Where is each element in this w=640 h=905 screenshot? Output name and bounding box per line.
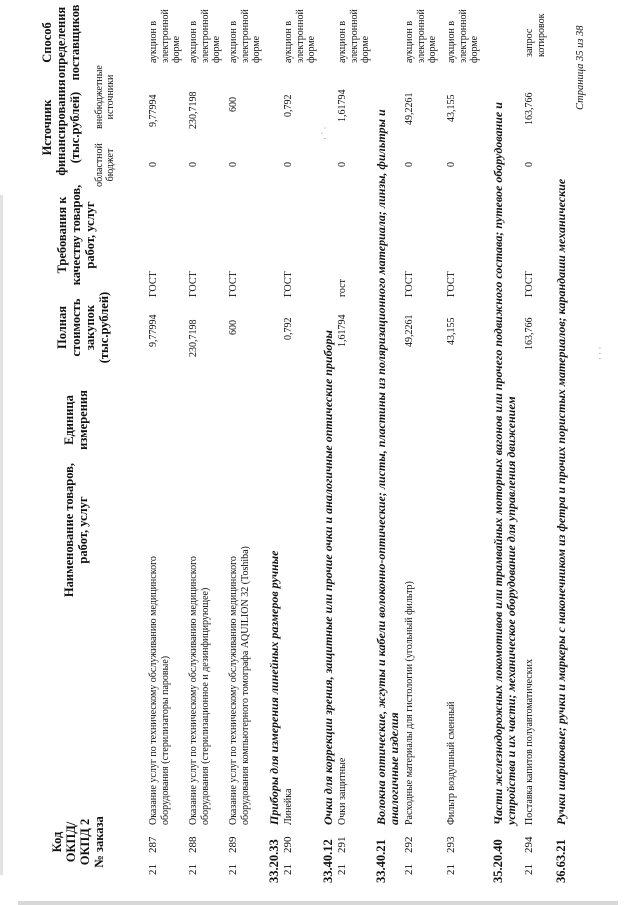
row-code: 21: [187, 864, 199, 875]
row-name: Оказание услуг по техническому обслуживанию медицинского оборудования (стерилизационное и дезинфицирующее): [188, 556, 211, 825]
row-number: 291: [336, 836, 348, 853]
group-code: 33.40.21: [374, 839, 388, 883]
scan-artifact: · · ·: [595, 346, 605, 360]
row-number: 289: [227, 836, 239, 853]
group-code: 36.63.21: [554, 839, 568, 883]
group-title: Приборы для измерения линейных размеров ручные: [267, 550, 281, 825]
header-source-regional: областной бюджет: [94, 143, 116, 187]
row-cost: 49,2261: [404, 314, 415, 347]
page-footer: Страница 35 из 38: [575, 25, 586, 110]
row-name: Поставка капитов полуавтоматических: [524, 659, 535, 825]
row-number: 294: [523, 836, 535, 853]
row-extra: 230,7198: [188, 91, 199, 129]
row-requirements: ГОСТ: [404, 271, 415, 297]
row-method: аукцион в электронной форме: [404, 9, 438, 63]
row-requirements: ГОСТ: [283, 271, 294, 297]
row-extra: 1,61794: [337, 89, 348, 122]
header-name: Наименование товаров, работ, услуг: [62, 462, 90, 598]
group-title: Волокна оптические, жгуты и кабели волоконно-оптические; листы, пластины из поляризационного материала; линзы, фильтры и аналогичные изделия: [374, 109, 401, 825]
row-extra: 9,77994: [148, 94, 159, 127]
group-code: 33.40.12: [321, 839, 335, 883]
row-cost: 163,766: [524, 317, 535, 350]
row-requirements: ГОСТ: [188, 271, 199, 297]
row-extra: 0,792: [283, 94, 294, 117]
row-regional: 0: [188, 162, 199, 167]
row-code: 21: [445, 864, 457, 875]
row-requirements: гост: [337, 279, 348, 297]
row-name: Расходные материалы для гистологии (угольный фильтр): [404, 581, 415, 825]
row-name: Оказание услуг по техническому обслуживанию медицинского оборудования компьютерного томографа AQUILION 32 (Toshiba): [228, 546, 251, 825]
row-name: Очки защитные: [337, 757, 348, 825]
row-cost: 9,77994: [148, 314, 159, 347]
group-title: Очки для коррекции зрения, защитные или прочие очки и аналогичные оптические приборы: [321, 330, 335, 825]
row-method: аукцион в электронной форме: [188, 9, 222, 63]
header-method: Способ определения поставщиков: [40, 4, 82, 81]
header-requirements: Требования к качеству товаров, работ, услуг: [55, 184, 97, 286]
row-code: 21: [523, 864, 535, 875]
group-code: 35.20.40: [491, 839, 505, 883]
row-method: аукцион в электронной форме: [228, 9, 262, 63]
row-code: 21: [147, 864, 159, 875]
row-code: 21: [403, 864, 415, 875]
row-method: запрос котировок: [524, 13, 547, 57]
row-method: аукцион в электронной форме: [283, 9, 317, 63]
row-requirements: ГОСТ: [446, 271, 457, 297]
row-regional: 0: [337, 162, 348, 167]
row-extra: 163,766: [524, 92, 535, 125]
row-number: 288: [187, 836, 199, 853]
scan-artifact: · ˙ ·: [320, 126, 330, 140]
header-code: Код ОКПД/ ОКПД 2 № заказа: [50, 816, 106, 868]
header-source-extra: внебюджетные источники: [94, 65, 116, 129]
row-regional: 0: [148, 162, 159, 167]
row-requirements: ГОСТ: [228, 271, 239, 297]
row-method: аукцион в электронной форме: [337, 9, 371, 63]
row-number: 287: [147, 836, 159, 853]
header-cost: Полная стоимость закупок (тыс.рублей): [55, 291, 111, 364]
row-requirements: ГОСТ: [524, 271, 535, 297]
row-cost: 0,792: [283, 317, 294, 340]
row-extra: 43,155: [446, 94, 457, 122]
group-title: Ручки шариковые; ручки и маркеры с наконечником из фетра и прочих пористых материалов; карандаши механические: [554, 178, 568, 825]
row-code: 21: [227, 864, 239, 875]
row-name: Оказание услуг по техническому обслуживанию медицинского оборудования (стерилизаторы паровые): [148, 556, 171, 825]
row-cost: 1,61794: [337, 314, 348, 347]
row-cost: 43,155: [446, 317, 457, 345]
row-cost: 600: [228, 320, 239, 335]
header-source: Источник финансирования (тыс.рублей): [40, 79, 82, 176]
row-regional: 0: [283, 162, 294, 167]
row-regional: 0: [404, 162, 415, 167]
header-unit: Единица измерения: [62, 390, 90, 450]
group-code: 33.20.33: [267, 839, 281, 883]
row-requirements: ГОСТ: [148, 271, 159, 297]
row-method: аукцион в электронной форме: [446, 9, 480, 63]
row-extra: 600: [228, 97, 239, 112]
row-regional: 0: [524, 162, 535, 167]
row-regional: 0: [446, 162, 457, 167]
row-code: 21: [336, 864, 348, 875]
row-number: 292: [403, 836, 415, 853]
group-title: Части железнодорожных локомотивов или трамвайных моторных вагонов или прочего подвижного состава; путевое оборудование и устройства и их части; механическое оборудование для управления движением: [491, 102, 518, 825]
row-extra: 49,2261: [404, 92, 415, 125]
scan-edge-top: [0, 195, 3, 875]
row-cost: 230,7198: [188, 319, 199, 357]
row-name: Фильтр воздушный сменный: [446, 701, 457, 825]
row-number: 293: [445, 836, 457, 853]
row-code: 21: [282, 864, 294, 875]
row-number: 290: [282, 836, 294, 853]
row-name: Линейка: [283, 788, 294, 825]
scan-edge-left: [18, 901, 618, 905]
row-regional: 0: [228, 162, 239, 167]
row-method: аукцион в электронной форме: [148, 9, 182, 63]
